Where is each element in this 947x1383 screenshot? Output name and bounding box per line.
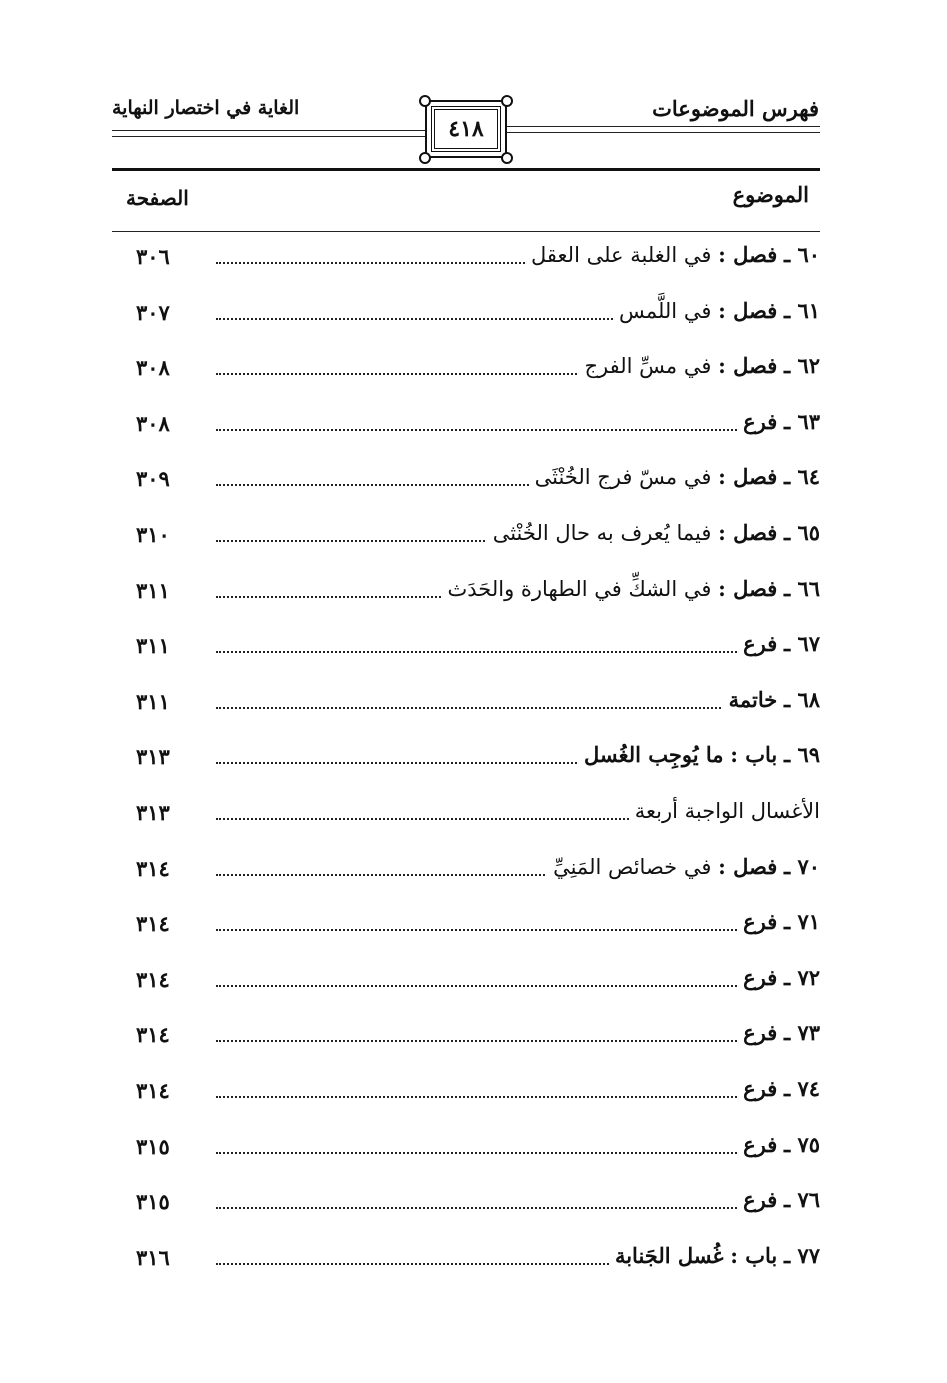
column-heading-rule — [112, 231, 820, 232]
entry-page-number: ٣١٤ — [136, 856, 170, 881]
entry-title — [737, 629, 820, 659]
entry-kind: باب : — [730, 742, 778, 767]
toc-entry — [136, 574, 820, 608]
entry-text: غُسل الجَنابة — [614, 1243, 724, 1268]
entry-title — [578, 351, 820, 381]
header-rule-right-bottom — [507, 132, 820, 133]
entry-page-number: ٣٠٨ — [136, 355, 170, 380]
entry-page-number: ٣١١ — [136, 689, 170, 714]
entry-number: ٦٢ ـ — [783, 353, 820, 378]
toc-entry — [136, 963, 820, 997]
entry-kind: فصل : — [718, 576, 778, 601]
entry-text: في مسِّ الفرج — [584, 354, 712, 378]
entry-kind: فصل : — [718, 520, 778, 545]
entry-title — [737, 1185, 820, 1215]
toc-entry — [136, 351, 820, 385]
toc-entry — [136, 907, 820, 941]
page-number: ٤١٨ — [448, 116, 484, 142]
entry-number: ٦٥ ـ — [783, 520, 820, 545]
leader-dots — [216, 1096, 816, 1098]
header-rule-left-bottom — [112, 136, 425, 137]
entry-title — [487, 518, 820, 548]
header-divider — [112, 168, 820, 171]
leader-dots — [216, 1152, 816, 1154]
entry-page-number: ٣٠٧ — [136, 300, 170, 325]
entry-number: ٦٠ ـ — [783, 242, 820, 267]
entry-number: ٧٤ ـ — [783, 1076, 820, 1101]
header-rule-left-top — [112, 130, 425, 131]
header-rule-right-top — [507, 126, 820, 127]
entry-kind: فصل : — [718, 298, 778, 323]
entry-number: ٦١ ـ — [783, 298, 820, 323]
toc-entry — [136, 1185, 820, 1219]
entry-kind: خاتمة — [728, 687, 778, 712]
entry-number: ٦٤ ـ — [783, 464, 820, 489]
running-header-book-title: الغاية في اختصار النهاية — [112, 97, 300, 119]
leader-dots — [216, 1040, 816, 1042]
entry-kind: فصل : — [718, 242, 778, 267]
entry-page-number: ٣٠٩ — [136, 466, 170, 491]
entry-title — [737, 1018, 820, 1048]
toc-entry — [136, 1018, 820, 1052]
entry-number: ٧٦ ـ — [783, 1187, 820, 1212]
toc-entry — [136, 407, 820, 441]
entry-page-number: ٣١٣ — [136, 800, 170, 825]
leader-dots — [216, 929, 816, 931]
entry-kind: فرع — [743, 909, 778, 934]
entry-title — [723, 685, 820, 715]
entry-kind: فرع — [743, 1187, 778, 1212]
frame-ornament-icon — [501, 95, 513, 107]
entry-number: ٧٧ ـ — [783, 1243, 820, 1268]
entry-page-number: ٣١٤ — [136, 967, 170, 992]
entry-kind: فرع — [743, 1132, 778, 1157]
entry-text: في اللَّمس — [619, 299, 712, 323]
entry-text: في مسّ فرج الخُنْثَى — [534, 465, 712, 489]
entry-kind: فصل : — [718, 464, 778, 489]
entry-text: فيما يُعرف به حال الخُنْثى — [492, 521, 712, 545]
entry-kind: باب : — [730, 1243, 778, 1268]
entry-number: ٧٥ ـ — [783, 1132, 820, 1157]
entry-title — [613, 296, 820, 326]
entry-number: ٧٠ ـ — [783, 854, 820, 879]
entry-page-number: ٣٠٨ — [136, 411, 170, 436]
toc-entry — [136, 852, 820, 886]
toc-entry — [136, 462, 820, 496]
entry-page-number: ٣١٤ — [136, 911, 170, 936]
toc-entry — [136, 1074, 820, 1108]
entry-page-number: ٣١٤ — [136, 1022, 170, 1047]
entry-number: ٦٨ ـ — [783, 687, 820, 712]
column-heading-topic: الموضوع — [732, 182, 809, 207]
entry-number: ٦٦ ـ — [783, 576, 820, 601]
entry-title — [737, 1074, 820, 1104]
entry-title — [737, 963, 820, 993]
entry-kind: فصل : — [718, 353, 778, 378]
leader-dots — [216, 985, 816, 987]
toc-entry — [136, 1130, 820, 1164]
entry-number: ٧٢ ـ — [783, 965, 820, 990]
entry-text: ما يُوجِب الغُسل — [583, 742, 724, 767]
entry-title — [525, 240, 820, 270]
leader-dots — [216, 429, 816, 431]
entry-title — [629, 796, 820, 826]
entry-kind: فرع — [743, 1076, 778, 1101]
entry-title — [737, 1130, 820, 1160]
entry-kind: فرع — [743, 1020, 778, 1045]
entry-title — [547, 852, 820, 882]
entry-number: ٦٩ ـ — [783, 742, 820, 767]
entry-page-number: ٣١٠ — [136, 522, 170, 547]
leader-dots — [216, 651, 816, 653]
toc-entry — [136, 685, 820, 719]
entry-page-number: ٣١٤ — [136, 1078, 170, 1103]
toc-entry — [136, 740, 820, 774]
entry-page-number: ٣١٥ — [136, 1134, 170, 1159]
entry-title — [529, 462, 820, 492]
entry-title — [442, 574, 820, 604]
running-header-section-title: فهرس الموضوعات — [652, 96, 819, 121]
entry-title — [578, 740, 820, 770]
entry-number: ٦٣ ـ — [783, 409, 820, 434]
entry-kind: فرع — [743, 631, 778, 656]
entry-page-number: ٣١٣ — [136, 744, 170, 769]
entry-title — [609, 1241, 820, 1271]
entry-page-number: ٣١٦ — [136, 1245, 170, 1270]
entry-number: ٧٣ ـ — [783, 1020, 820, 1045]
entry-kind: فرع — [743, 409, 778, 434]
toc-entry — [136, 1241, 820, 1275]
entry-page-number: ٣٠٦ — [136, 244, 170, 269]
entry-kind: فرع — [743, 965, 778, 990]
entry-text: الأغسال الواجبة أربعة — [634, 799, 820, 823]
entry-page-number: ٣١١ — [136, 578, 170, 603]
toc-entry — [136, 296, 820, 330]
entry-title — [737, 407, 820, 437]
leader-dots — [216, 1207, 816, 1209]
page-number-frame — [425, 100, 507, 158]
toc-entry — [136, 518, 820, 552]
toc-entry — [136, 240, 820, 274]
toc-entry — [136, 796, 820, 830]
column-heading-page: الصفحة — [126, 186, 189, 210]
entry-kind: فصل : — [718, 854, 778, 879]
frame-ornament-icon — [501, 152, 513, 164]
toc-entry — [136, 629, 820, 663]
entry-title — [737, 907, 820, 937]
entry-text: في خصائص المَنِيِّ — [553, 855, 712, 879]
entry-page-number: ٣١٥ — [136, 1189, 170, 1214]
entry-number: ٦٧ ـ — [783, 631, 820, 656]
entry-text: في الغلبة على العقل — [531, 243, 712, 267]
entry-page-number: ٣١١ — [136, 633, 170, 658]
entry-text: في الشكِّ في الطهارة والحَدَث — [447, 577, 712, 601]
frame-ornament-icon — [419, 152, 431, 164]
frame-ornament-icon — [419, 95, 431, 107]
entry-number: ٧١ ـ — [783, 909, 820, 934]
